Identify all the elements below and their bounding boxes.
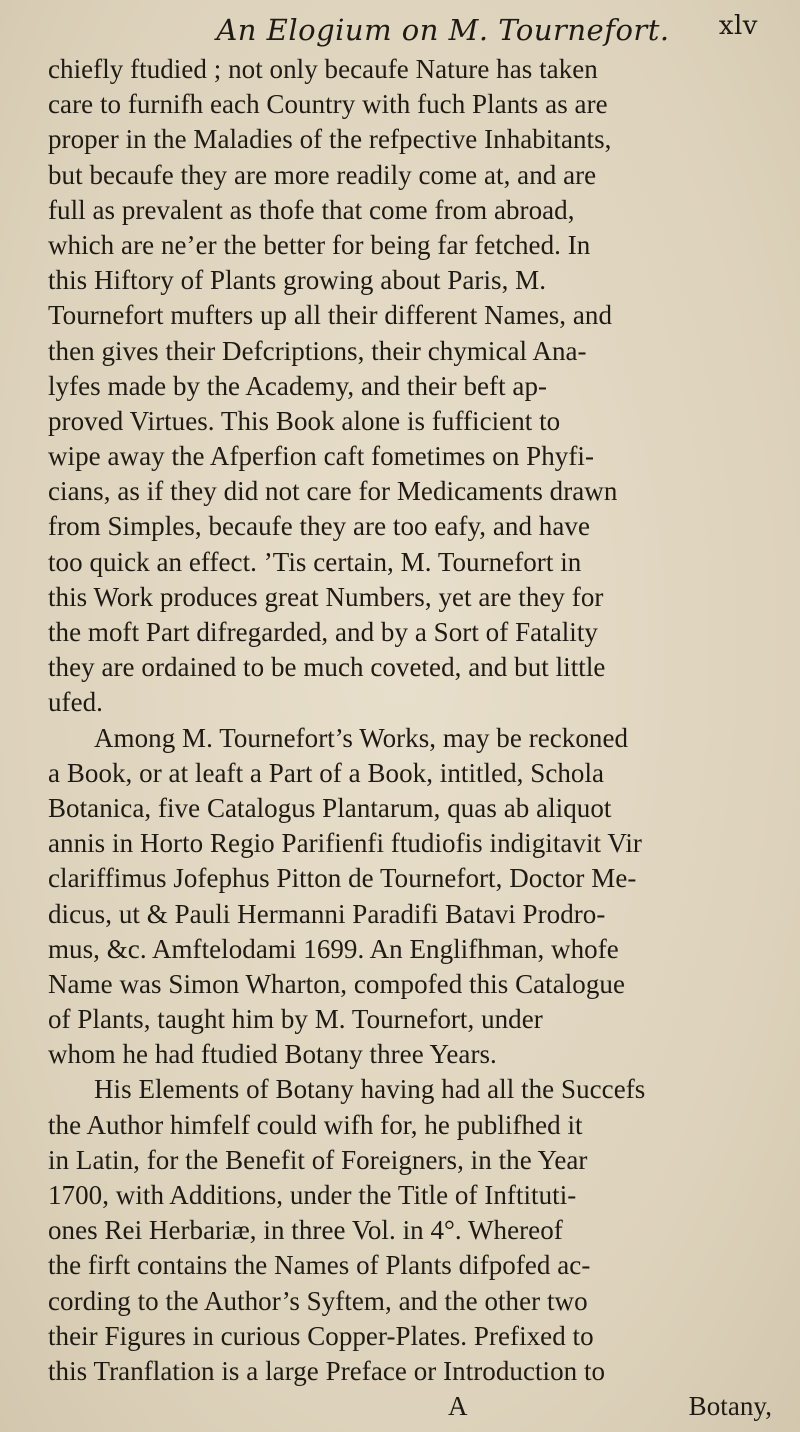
text-line: too quick an effect. ’Tis certain, M. Tournefort in <box>48 546 582 577</box>
text-line: the firft contains the Names of Plants difpofed ac- <box>48 1250 591 1281</box>
page-number: xlv <box>718 11 758 41</box>
text-line: they are ordained to be much coveted, and but little <box>48 652 606 683</box>
text-line: this Hiftory of Plants growing about Paris, M. <box>48 265 547 296</box>
text-line: which are ne’er the better for being far fetched. In <box>48 229 591 260</box>
paragraph-3 <box>48 1072 778 1389</box>
text-line: then gives their Defcriptions, their chymical Ana- <box>48 335 587 366</box>
text-line: Botanica, five Catalogus Plantarum, quas ab aliquot <box>48 792 612 823</box>
text-line: a Book, or at leaft a Part of a Book, intitled, Schola <box>48 757 605 788</box>
text-line: ufed. <box>48 687 103 718</box>
text-line: mus, &c. Amftelodami 1699. An Englifhman, whofe <box>48 933 619 964</box>
page-footer <box>48 1389 778 1424</box>
catchword: Botany, <box>688 1391 772 1422</box>
text-line: ones Rei Herbariæ, in three Vol. in 4°. Whereof <box>48 1215 563 1246</box>
text-line: clariffimus Jofephus Pitton de Tournefort, Doctor Me- <box>48 863 637 894</box>
text-line: in Latin, for the Benefit of Foreigners, in the Year <box>48 1144 588 1175</box>
text-line: whom he had ftudied Botany three Years. <box>48 1039 497 1070</box>
text-line: cording to the Author’s Syftem, and the other two <box>48 1285 588 1316</box>
text-line: from Simples, becaufe they are too eafy, and have <box>48 511 590 542</box>
text-line: Name was Simon Wharton, compofed this Catalogue <box>48 968 625 999</box>
body-text <box>48 52 778 1424</box>
text-line: lyfes made by the Academy, and their beft ap- <box>48 370 548 401</box>
text-line: the Author himfelf could wifh for, he publifhed it <box>48 1109 583 1140</box>
text-line: cians, as if they did not care for Medicaments drawn <box>48 476 618 507</box>
text-line: care to furnifh each Country with fuch Plants as are <box>48 89 608 120</box>
text-line: of Plants, taught him by M. Tournefort, under <box>48 1004 543 1035</box>
text-line: the moft Part difregarded, and by a Sort of Fatality <box>48 617 598 647</box>
text-line: this Tranflation is a large Preface or Introduction to <box>48 1355 606 1386</box>
text-line: full as prevalent as thofe that come from abroad, <box>48 194 575 225</box>
running-head-title: An Elogium on M. Tournefort. <box>216 13 670 47</box>
text-line: proved Virtues. This Book alone is fufficient to <box>48 405 561 436</box>
text-line: Among M. Tournefort’s Works, may be reckoned <box>94 722 629 753</box>
paragraph-1 <box>48 52 778 721</box>
text-line: wipe away the Afperfion caft fometimes on Phyfi- <box>48 441 594 472</box>
text-line: but becaufe they are more readily come at, and are <box>48 159 597 190</box>
signature-mark: A <box>448 1391 468 1422</box>
text-line: Tournefort mufters up all their different Names, and <box>48 300 613 331</box>
text-line: proper in the Maladies of the refpective Inhabitants, <box>48 124 612 155</box>
text-line: His Elements of Botany having had all the Succefs <box>94 1074 646 1105</box>
text-line: chiefly ftudied ; not only becaufe Nature has taken <box>48 54 598 84</box>
text-line: annis in Horto Regio Parifienfi ftudiofis indigitavit Vir <box>48 828 642 859</box>
running-head <box>48 0 778 50</box>
text-line: their Figures in curious Copper-Plates. Prefixed to <box>48 1320 594 1351</box>
text-line: this Work produces great Numbers, yet are they for <box>48 581 604 612</box>
text-line: dicus, ut & Pauli Hermanni Paradifi Batavi Prodro- <box>48 898 606 929</box>
paragraph-2 <box>48 721 778 1073</box>
text-line: 1700, with Additions, under the Title of Inftituti- <box>48 1180 577 1210</box>
